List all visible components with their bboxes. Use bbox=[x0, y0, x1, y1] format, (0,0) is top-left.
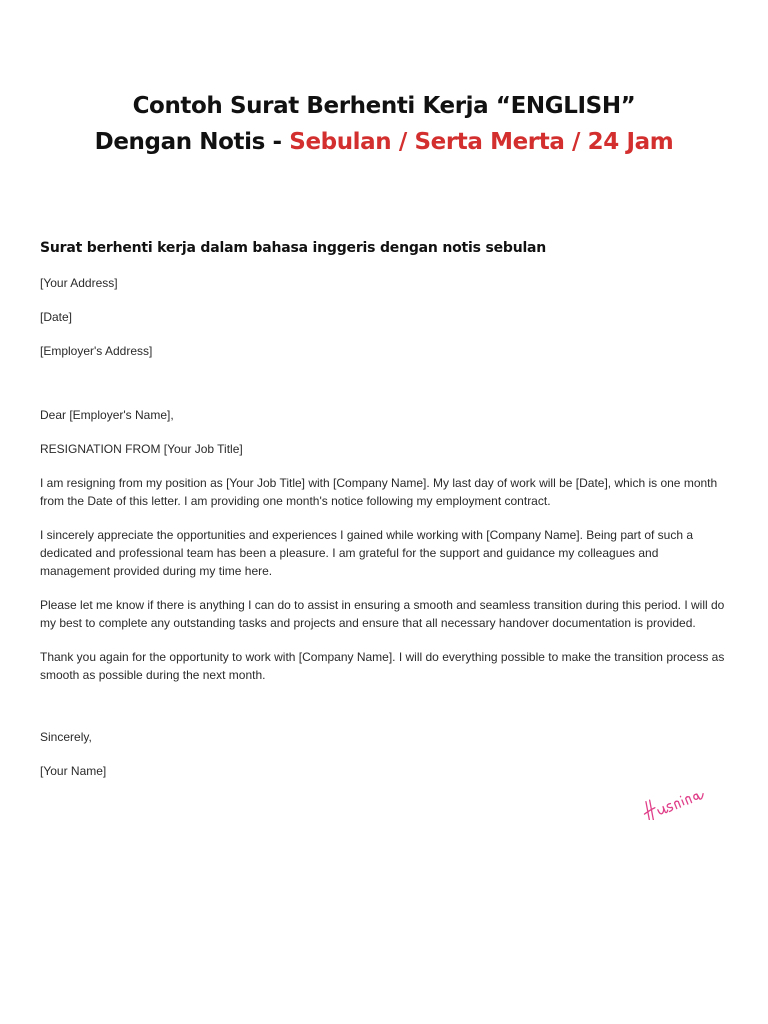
paragraph-4: Thank you again for the opportunity to work with [Company Name]. I will do everything possible to make the transition process as smooth as possible during the next month. bbox=[40, 650, 725, 682]
subject-line: RESIGNATION FROM [Your Job Title] bbox=[40, 442, 243, 456]
title-line-2-accent: Sebulan / Serta Merta / 24 Jam bbox=[289, 129, 674, 155]
letter-body bbox=[40, 236, 730, 796]
title-line-2 bbox=[0, 124, 768, 160]
letter-heading: Surat berhenti kerja dalam bahasa inggeris dengan notis sebulan bbox=[40, 240, 547, 256]
employer-address: [Employer's Address] bbox=[40, 344, 153, 358]
title-line-1: Contoh Surat Berhenti Kerja “ENGLISH” bbox=[132, 93, 636, 119]
your-name: [Your Name] bbox=[40, 764, 107, 778]
handwritten-signature bbox=[636, 770, 726, 820]
closing: Sincerely, bbox=[40, 730, 92, 744]
paragraph-1: I am resigning from my position as [Your Job Title] with [Company Name]. My last day of work will be [Date], which is one month from the Date of this letter. I am providing one month's notice following my employment contract. bbox=[40, 476, 718, 508]
title-line-2-prefix: Dengan Notis - bbox=[94, 129, 290, 155]
your-address: [Your Address] bbox=[40, 276, 118, 290]
document-title bbox=[0, 88, 768, 160]
salutation: Dear [Employer's Name], bbox=[40, 408, 174, 422]
paragraph-2: I sincerely appreciate the opportunities and experiences I gained while working with [Company Name]. Being part of such a dedicated and professional team has been a pleasure. I am grateful for the support and guidance my colleagues and management provided during my time here. bbox=[40, 528, 694, 578]
paragraph-3: Please let me know if there is anything I can do to assist in ensuring a smooth and seamless transition during this period. I will do my best to complete any outstanding tasks and projects and ensure that all necessary handover documentation is provided. bbox=[40, 598, 725, 630]
letter-date: [Date] bbox=[40, 310, 73, 324]
